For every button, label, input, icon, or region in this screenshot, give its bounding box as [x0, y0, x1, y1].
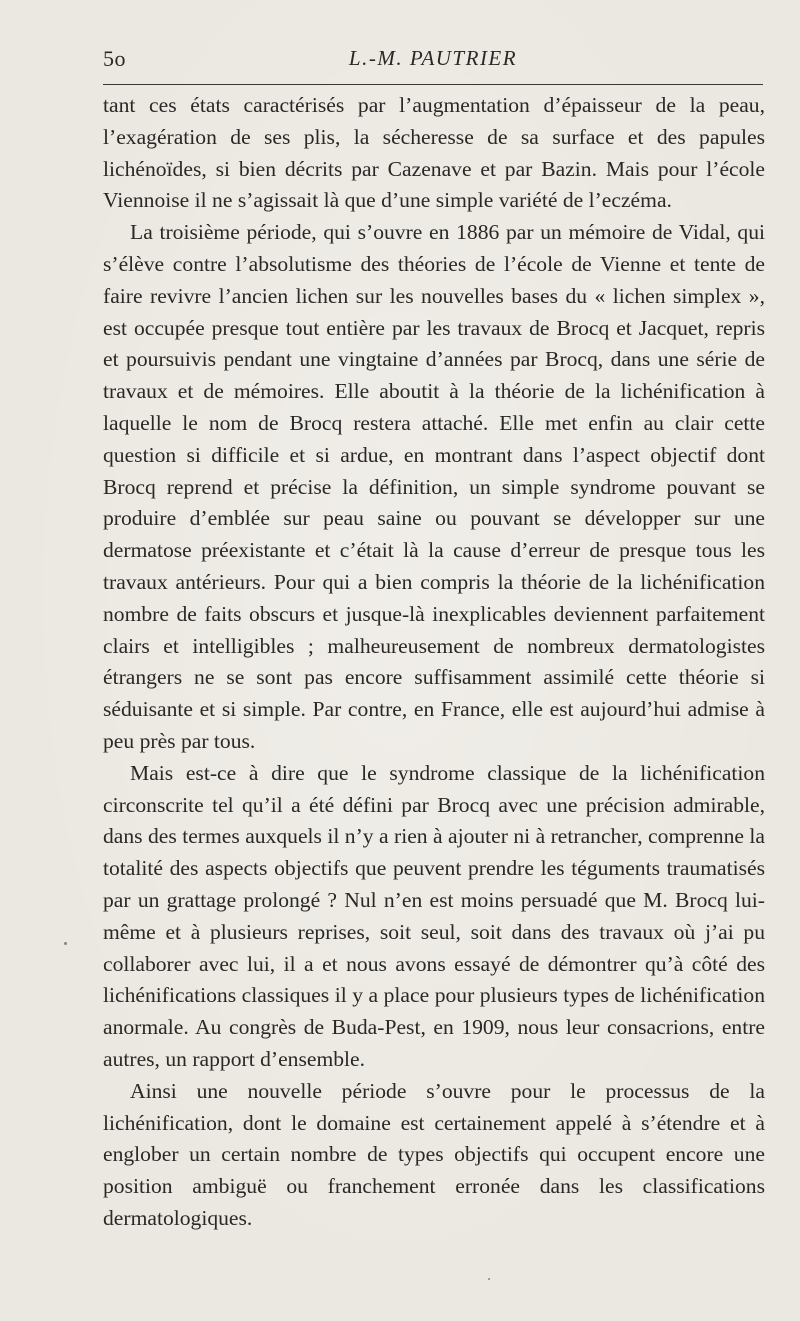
paragraph-1: tant ces états caractérisés par l’augmentation d’épaisseur de la peau, l’exagération de ses plis, la sécheresse de sa surface et des papules lichénoïdes, si bien décrits par Cazenave et par Bazin. Mais pour l’école Viennoise il ne s’agissait là que d’une simple variété de l’eczéma. [103, 93, 765, 213]
body-text [103, 90, 765, 1235]
running-title: L.-M. PAUTRIER [348, 46, 518, 70]
page-number: 5o [103, 46, 126, 71]
paragraph-4: Ainsi une nouvelle période s’ouvre pour le processus de la lichénification, dont le domaine est certainement appelé à s’étendre et à englober un certain nombre de types objectifs qui occupent encore une position ambiguë ou franchement erronée dans les classifications dermatologiques. [103, 1078, 765, 1230]
paper-speck [64, 942, 67, 945]
running-head [103, 44, 763, 74]
paragraph-2: La troisième période, qui s’ouvre en 1886 par un mémoire de Vidal, qui s’élève contre l’absolutisme des théories de l’école de Vienne et tente de faire revivre l’ancien lichen sur les nouvelles bases du « lichen simplex », est occupée presque tout entière par les travaux de Brocq et Jacquet, repris et poursuivis pendant une vingtaine d’années par Brocq, dans une série de travaux et de mémoires. Elle aboutit à la théorie de la lichénification à laquelle le nom de Brocq restera attaché. Elle met enfin au clair cette question si difficile et si ardue, en montrant dans l’aspect objectif dont Brocq reprend et précise la définition, un simple syndrome pouvant se produire d’emblée sur peau saine ou pouvant se développer sur une dermatose préexistante et c’était là la cause d’erreur de presque tous les travaux antérieurs. Pour qui a bien compris la théorie de la lichénification nombre de faits obscurs et jusque-là inexplicables deviennent parfaitement clairs et intelligibles ; malheureusement de nombreux dermatologistes étrangers ne se sont pas encore suffisamment assimilé cette théorie si séduisante et si simple. Par contre, en France, elle est aujourd’hui admise à peu près par tous. [103, 220, 765, 753]
header-rule [103, 84, 763, 85]
paper-speck [488, 1278, 490, 1280]
paragraph-3: Mais est-ce à dire que le syndrome classique de la lichénification circonscrite tel qu’il a été défini par Brocq avec une précision admirable, dans des termes auxquels il n’y a rien à ajouter ni à retrancher, comprenne la totalité des aspects objectifs que peuvent prendre les téguments traumatisés par un grattage prolongé ? Nul n’en est moins persuadé que M. Brocq lui-même et à plusieurs reprises, soit seul, soit dans des travaux où j’ai pu collaborer avec lui, il a et nous avons essayé de démontrer qu’à côté des lichénifications classiques il y a place pour plusieurs types de lichénification anormale. Au congrès de Buda-Pest, en 1909, nous leur consacrions, entre autres, un rapport d’ensemble. [103, 760, 765, 1071]
